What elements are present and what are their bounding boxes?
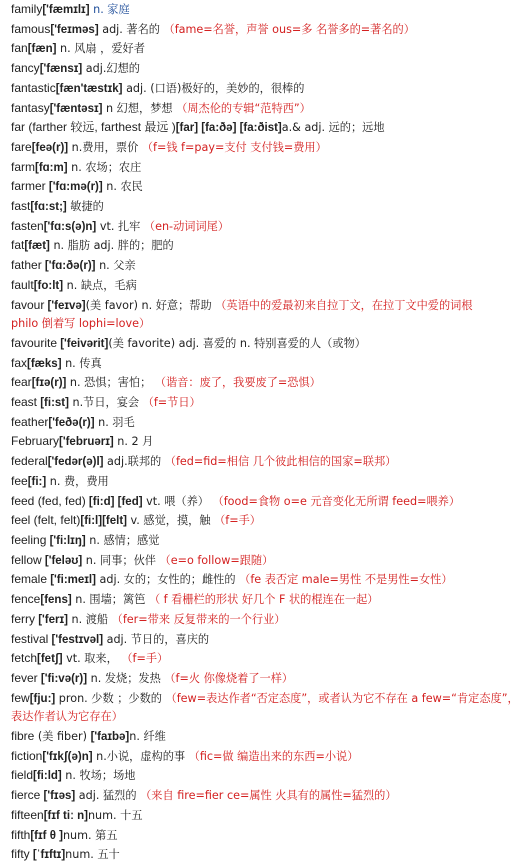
entry-federal [11, 452, 523, 472]
headword: field [11, 768, 34, 783]
headword: family [11, 2, 43, 16]
phonetic: [fæn'tæstɪk] [55, 82, 123, 95]
headword: far (farther 较远, farthest 最远 ) [11, 120, 176, 135]
definition: (美 favor) n. 好意；帮助 [85, 298, 216, 312]
entry-fifteen [11, 806, 523, 826]
entry-fax [11, 354, 523, 374]
definition: adj. 猛烈的 [75, 789, 141, 803]
definition: n. 农民 [102, 180, 143, 194]
definition: n. 家庭 [89, 3, 130, 16]
headword: fantastic [11, 80, 56, 95]
definition: n. 缺点，毛病 [63, 278, 137, 292]
phonetic: [far] [fa:ðə] [fa:ðist] [175, 122, 282, 135]
entry-fantasy [11, 99, 523, 119]
definition: adj. (口语)极好的，美妙的，很棒的 [122, 81, 305, 95]
etymology-note: （ f 看栅栏的形状 好几个 F 状的棍连在一起） [148, 593, 379, 607]
phonetic: ['fɑ:mə(r)] [45, 181, 103, 194]
phonetic: [fi:] [27, 475, 47, 488]
entry-fare [11, 138, 523, 158]
definition: n.节日，宴会 [68, 396, 143, 410]
headword: fat [11, 238, 25, 253]
headword: fifty [11, 847, 30, 862]
definition: adj. 女的；女性的；雌性的 [95, 573, 240, 587]
headword: fan [11, 41, 28, 56]
entry-feed [11, 492, 523, 512]
headword: father [11, 258, 42, 273]
headword: farmer [11, 179, 46, 194]
phonetic: ['fi:meɪl] [47, 574, 96, 587]
headword: ferry [11, 611, 35, 626]
etymology-note: （fed=fid=相信 几个彼此相信的国家=联邦） [164, 455, 397, 469]
entry-fence [11, 590, 523, 610]
headword: fifteen [11, 807, 44, 822]
headword: fare [11, 139, 32, 154]
phonetic: [fi:ld] [33, 770, 62, 783]
phonetic: ['festɪvəl] [48, 633, 104, 646]
phonetic: [fi:d] [fed] [85, 495, 143, 508]
entry-famous [11, 20, 523, 40]
vocabulary-list [11, 0, 523, 865]
headword: feather [11, 414, 49, 429]
phonetic: ['fɪkʃ(ə)n] [42, 750, 93, 763]
entry-fiction [11, 747, 523, 767]
entry-fast [11, 197, 523, 217]
phonetic: [fæt] [24, 240, 50, 253]
entry-fear [11, 373, 523, 393]
definition: v. 感觉，摸，触 [126, 514, 215, 528]
headword: fast [11, 199, 31, 214]
definition: n.费用，票价 [68, 140, 142, 154]
phonetic: [fens] [40, 594, 72, 607]
definition: n. 费，费用 [46, 474, 109, 488]
etymology-note: （f=手） [121, 652, 169, 666]
etymology-note: （fe 表否定 male=男性 不是男性=女性） [239, 573, 453, 587]
entry-fat [11, 236, 523, 256]
phonetic: ['fɪəs] [40, 790, 76, 803]
phonetic: ['fedər(ə)l] [47, 456, 104, 469]
phonetic: ['feɪməs] [50, 23, 99, 36]
definition: n. 围墙；篱笆 [71, 593, 149, 607]
etymology-note: （来自 fire=fier ce=属性 火具有的属性=猛烈的） [140, 789, 397, 803]
entry-ferry [11, 610, 523, 630]
definition: vt. 扎牢 [96, 219, 144, 233]
definition: n. 发烧；发热 [87, 671, 165, 685]
phonetic: ['fɑ:s(ə)n] [43, 220, 97, 233]
definition: n. 同事；伙伴 [82, 553, 160, 567]
headword: fear [11, 375, 32, 390]
definition: adj.联邦的 [103, 455, 165, 469]
phonetic: [fæks] [27, 357, 62, 370]
etymology-note: （food=食物 o=e 元音变化无所谓 feed=喂养） [212, 494, 461, 508]
definition: n. 羽毛 [94, 415, 135, 429]
phonetic: [fetʃ] [37, 653, 63, 666]
entry-fasten [11, 217, 523, 237]
definition-meaning: n. 纤维 [129, 730, 166, 744]
headword: February [11, 434, 60, 449]
entry-few [11, 689, 523, 727]
headword: fiction [11, 748, 43, 763]
phonetic: ['feɪvə] [44, 299, 86, 312]
entry-fan [11, 39, 523, 59]
entry-farm [11, 158, 523, 178]
phonetic: [fi:st] [37, 397, 69, 410]
definition: n.小说，虚构的事 [92, 749, 189, 763]
etymology-note: （周杰伦的专辑“范特西”） [176, 101, 311, 115]
phonetic: ['fi:və(r)] [37, 672, 88, 685]
phonetic: [fɪf tiː n] [43, 809, 88, 822]
entry-fault [11, 276, 523, 296]
entry-favourite [11, 334, 523, 354]
definition: n. 渡船 [67, 612, 112, 626]
definition: adj. 节日的，喜庆的 [103, 632, 210, 646]
headword: fault [11, 277, 34, 292]
definition: n. 脂肪 adj. 胖的；肥的 [49, 239, 174, 253]
entry-family [11, 0, 523, 20]
entry-fetch [11, 649, 523, 669]
entry-fifty [11, 845, 523, 865]
phonetic: ['februərɪ] [59, 436, 114, 449]
etymology-note: （谐音：废了，我要废了=恐惧） [154, 376, 321, 390]
headword: fax [11, 355, 28, 370]
definition: (美 fiber) [34, 730, 91, 744]
entry-far [11, 118, 523, 138]
phonetic: [fæn] [27, 43, 57, 56]
definition: n. 传真 [61, 356, 102, 370]
entry-fierce [11, 786, 523, 806]
etymology-note: （fame=名誉，声誉 ous=多 名誉多的=著名的） [159, 22, 415, 36]
phonetic: ['feðə(r)] [48, 416, 95, 429]
headword: farm [11, 159, 35, 174]
headword: famous [11, 21, 51, 36]
phonetic: [fo:lt] [33, 279, 64, 292]
headword: fantasy [11, 100, 50, 115]
headword: favourite [11, 335, 58, 350]
definition: num. 十五 [87, 808, 143, 822]
etymology-note: （fic=做 编造出来的东西=小说） [188, 749, 359, 763]
phonetic: [feə(r)] [31, 141, 69, 154]
entry-field [11, 766, 523, 786]
headword: fence [11, 592, 41, 607]
etymology-note: philo 倒着写 lophi=love） [11, 317, 151, 331]
entry-fever [11, 669, 523, 689]
definition: n. 牧场；场地 [61, 769, 136, 783]
etymology-note: （f=钱 f=pay=支付 支付钱=费用） [141, 140, 327, 154]
phonetic: [fi:l][felt] [80, 515, 127, 528]
definition: n 幻想，梦想 [102, 101, 177, 115]
definition: num. 第五 [62, 828, 118, 842]
definition: 敏捷的 [66, 200, 104, 214]
headword: fee [11, 473, 28, 488]
headword: feed (fed, fed) [11, 493, 86, 508]
headword: favour [11, 297, 45, 312]
headword: feeling [11, 532, 47, 547]
entry-fee [11, 472, 523, 492]
entry-fellow [11, 551, 523, 571]
definition: vt. 取来， [62, 652, 122, 666]
entry-fantastic [11, 79, 523, 99]
headword: feast [11, 395, 38, 410]
headword: fibre [11, 729, 35, 744]
etymology-note: （few=表达作者“否定态度”，或者认为它不存在 a few=“肯定态度”，表达作者认为它存在） [11, 691, 519, 724]
headword: festival [11, 631, 49, 646]
headword: feel (felt, felt) [11, 513, 81, 528]
headword: fancy [11, 61, 40, 76]
headword: fifth [11, 827, 31, 842]
etymology-note: （fer=带来 反复带来的一个行业） [111, 612, 286, 626]
etymology-note: （f=节日） [142, 396, 201, 410]
entry-festival [11, 630, 523, 650]
phonetic: [fɑ:m] [35, 161, 68, 174]
phonetic: ['fæmɪlɪ] [42, 4, 90, 16]
etymology-note: （英语中的爱最初来自拉丁文，在拉丁文中爱的词根 [215, 298, 473, 312]
entry-fancy [11, 59, 523, 79]
headword: fasten [11, 218, 44, 233]
phonetic: ['fɑ:ðə(r)] [41, 260, 96, 273]
headword: fellow [11, 552, 42, 567]
entry-farmer [11, 177, 523, 197]
phonetic: [fɑ:st;] [30, 201, 67, 214]
entry-feel [11, 511, 523, 531]
definition: n. 农场；农庄 [67, 160, 142, 174]
phonetic: [ˈfɪftɪ] [29, 849, 66, 862]
headword: fierce [11, 788, 41, 803]
definition: pron. 少数 ；少数的 [55, 691, 166, 705]
entry-favour-continued [11, 315, 523, 334]
etymology-note: （f=手） [214, 514, 261, 528]
etymology-note: （en-动词词尾） [143, 219, 230, 233]
phonetic: ['ferɪ] [35, 613, 68, 626]
entry-fifth [11, 826, 523, 846]
phonetic: ['fi:lɪŋ] [46, 534, 86, 547]
headword: fetch [11, 651, 38, 666]
phonetic: ['faɪbə] [90, 731, 130, 744]
phonetic: ['fæntəsɪ] [49, 102, 103, 115]
entry-fibre [11, 727, 523, 747]
definition: n. 风扇 ，爱好者 [56, 42, 145, 56]
phonetic: ['feivərit] [57, 337, 109, 350]
entry-february [11, 432, 523, 452]
etymology-note: （e=o follow=跟随） [159, 553, 274, 567]
phonetic: [fɪə(r)] [31, 377, 67, 390]
definition: n. 2 月 [113, 435, 154, 449]
entry-female [11, 570, 523, 590]
headword: female [11, 572, 48, 587]
definition: adj. 著名的 [98, 22, 160, 36]
entry-feeling [11, 531, 523, 551]
definition: n. 父亲 [95, 259, 136, 273]
etymology-note: （f=火 你像烧着了一样） [164, 671, 294, 685]
entry-father [11, 256, 523, 276]
headword: federal [11, 454, 48, 469]
phonetic: [fju:] [29, 692, 56, 705]
phonetic: [fɪf θ ] [30, 829, 63, 842]
headword: few [11, 690, 30, 705]
definition: vt. 喂（养） [142, 494, 213, 508]
definition: adj.幻想的 [82, 62, 140, 76]
definition: n. 恐惧；害怕； [66, 376, 155, 390]
definition: num. 五十 [65, 848, 120, 862]
definition: n. 感情；感觉 [85, 533, 160, 547]
headword: fever [11, 670, 38, 685]
phonetic: ['fænsɪ] [39, 63, 83, 76]
phonetic: ['feləʊ] [41, 554, 83, 567]
definition: (美 favorite) adj. 喜爱的 n. 特别喜爱的人（或物） [108, 336, 366, 350]
entry-feast [11, 393, 523, 413]
definition: a.& adj. 远的；远地 [281, 121, 385, 135]
entry-favour [11, 296, 523, 316]
entry-feather [11, 413, 523, 433]
